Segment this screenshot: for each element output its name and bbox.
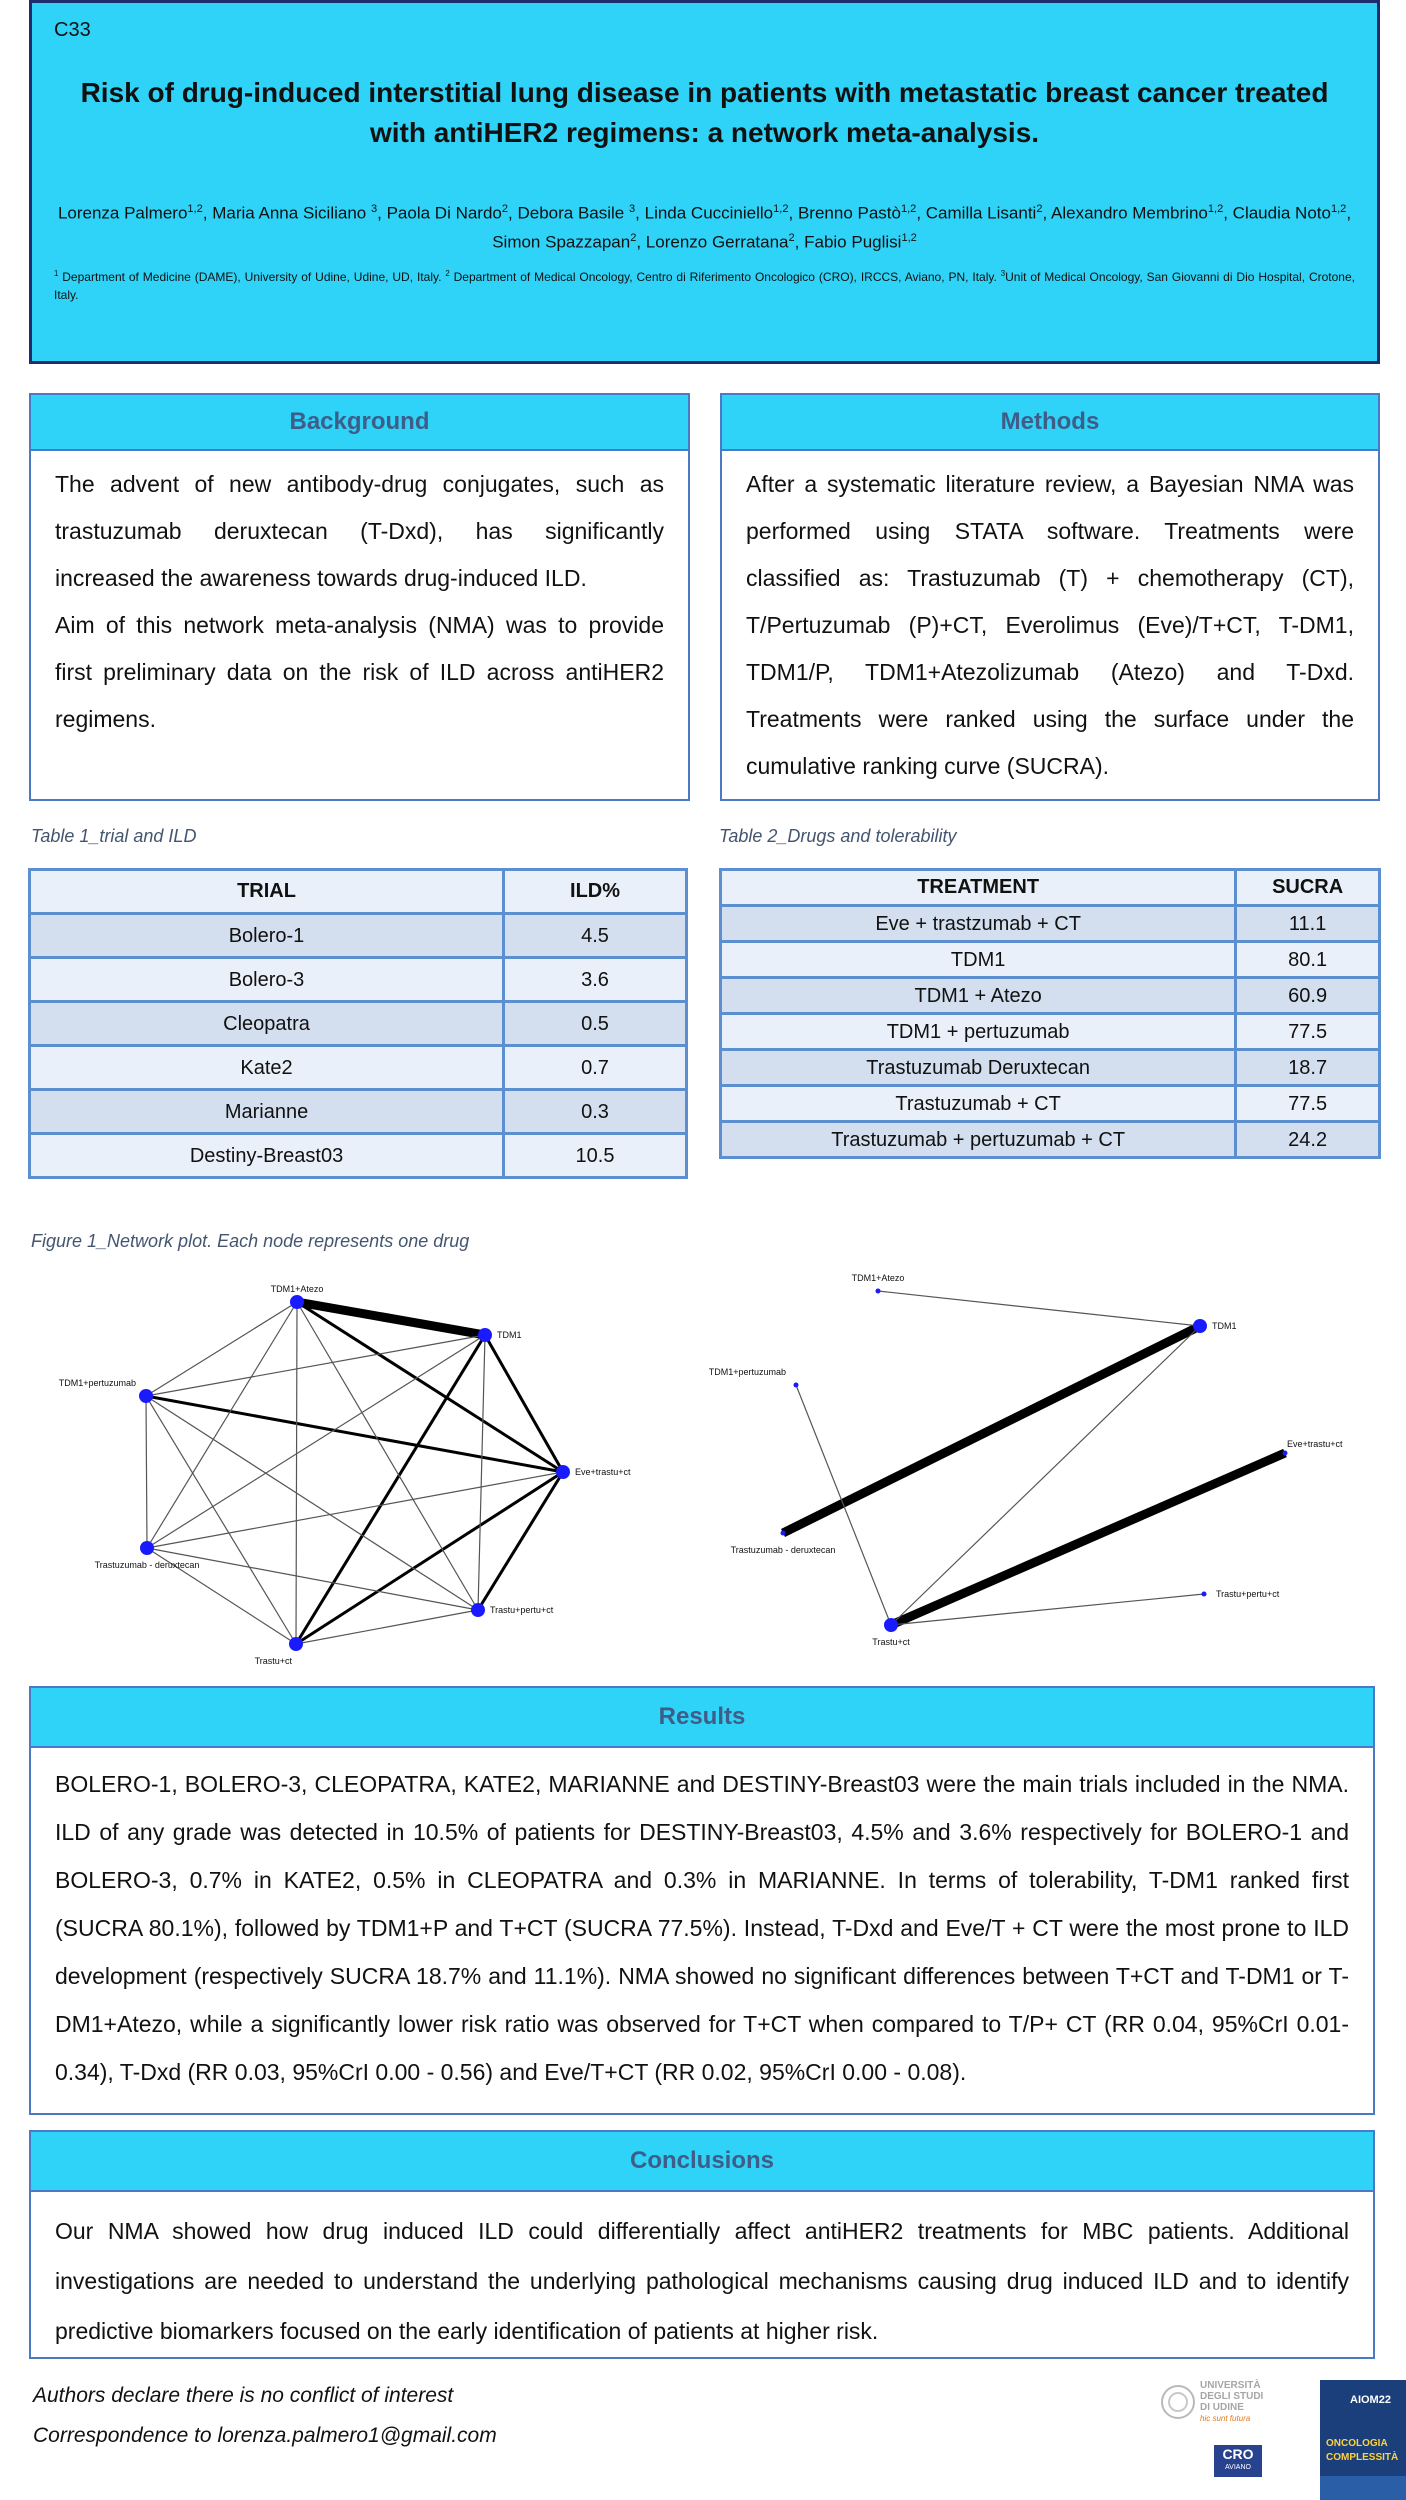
network-node [884, 1618, 898, 1632]
network-node-label: Eve+trastu+ct [1287, 1439, 1343, 1449]
conclusions-paragraph: Our NMA showed how drug induced ILD could differentially affect antiHER2 treatments for MBC patients. Additional investigations are needed to understand the underlying pathological mechanisms causing drug induced ILD and to identify predictive biomarkers focused on the early identification of patients at higher risk. [55, 2218, 1349, 2344]
table-cell: Trastuzumab + CT [721, 1086, 1236, 1122]
udine-seal-icon [1160, 2384, 1196, 2420]
table-row [30, 1090, 687, 1134]
author-affil-sup: 2 [788, 231, 795, 244]
conclusions-section [29, 2130, 1375, 2359]
table-cell: TDM1 + pertuzumab [721, 1014, 1236, 1050]
network-node [289, 1637, 303, 1651]
network-node [290, 1295, 304, 1309]
affiliations [54, 265, 1355, 304]
results-section [29, 1686, 1375, 2115]
table-cell: Destiny-Breast03 [30, 1134, 504, 1178]
table-header: SUCRA [1236, 870, 1380, 906]
conflict-statement: Authors declare there is no conflict of interest [33, 2384, 454, 2407]
network-node-label: TDM1 [1212, 1321, 1237, 1331]
author-affil-sup: 1,2 [901, 231, 917, 244]
table-row [30, 1046, 687, 1090]
network-edge [878, 1291, 1200, 1326]
table-cell: Trastuzumab + pertuzumab + CT [721, 1122, 1236, 1158]
network-edge [296, 1472, 563, 1644]
affiliation-number: 2 [445, 269, 450, 278]
author-name: Maria Anna Siciliano [212, 203, 371, 223]
background-heading: Background [31, 395, 688, 451]
network-edge [796, 1385, 891, 1625]
table-row [30, 914, 687, 958]
table-header: ILD% [504, 870, 687, 914]
author-affil-sup: 3 [370, 203, 378, 215]
table-cell: 0.5 [504, 1002, 687, 1046]
table-row [721, 1086, 1380, 1122]
author-list: Lorenza Palmero$^{1,2}$, Maria Anna Siciliano $^3$, Paola Di Nardo$^2$, Debora Basile $^3$, Linda Cucciniello$^{1,2}$, Brenno Pastò$^{1,2}$, Camilla Lisanti$^2$, Alexandro Membrino$^{1,2}$, Claudia Noto$^{1,2}$, Simon Spazzapan$^2$, Lorenzo Gerratana$^2$, Fabio Puglisi$^{1,2}$ [57, 203, 1352, 252]
table-cell: 10.5 [504, 1134, 687, 1178]
network-edge [147, 1335, 485, 1548]
table-header: TRIAL [30, 870, 504, 914]
author-name: Claudia Noto [1232, 203, 1331, 223]
affiliation-text: Department of Medicine (DAME), University of Udine, Udine, UD, Italy. [58, 270, 442, 284]
author-affil-sup: 2 [1036, 203, 1043, 215]
network-node-label: Trastu+pertu+ct [490, 1605, 554, 1615]
table-row [721, 1050, 1380, 1086]
author-affil-sup: 1,2 [187, 203, 203, 215]
table-row [30, 1002, 687, 1046]
table-cell: 3.6 [504, 958, 687, 1002]
author-affil-sup: 1,2 [773, 203, 789, 215]
table-cell: 18.7 [1236, 1050, 1380, 1086]
network-node [794, 1383, 799, 1388]
methods-section [720, 393, 1380, 801]
network-edge [891, 1453, 1285, 1625]
poster-title: Risk of drug-induced interstitial lung disease in patients with metastatic breast cancer treated with antiHER2 regimens: a network meta-analysis. [80, 77, 1329, 148]
author-affil-sup: 1,2 [1207, 203, 1224, 215]
network-edge [296, 1335, 485, 1644]
table-row [721, 942, 1380, 978]
network-node-label: TDM1+Atezo [270, 1284, 324, 1294]
network-node [139, 1389, 153, 1403]
author-name: Paola Di Nardo [386, 203, 502, 223]
network-node-label: Trastu+ct [254, 1656, 292, 1666]
table-cell: Bolero-1 [30, 914, 504, 958]
table-cell: Bolero-3 [30, 958, 504, 1002]
network-edge [891, 1326, 1200, 1625]
network-node-label: Trastuzumab - deruxtecan [730, 1545, 836, 1555]
table-cell: TDM1 [721, 942, 1236, 978]
network-edge [146, 1396, 296, 1644]
network-node [556, 1465, 570, 1479]
table-cell: Cleopatra [30, 1002, 504, 1046]
author-name: Camilla Lisanti [925, 203, 1037, 223]
network-node-label: TDM1+Atezo [851, 1273, 905, 1283]
table-cell: Kate2 [30, 1046, 504, 1090]
table-row [721, 978, 1380, 1014]
author-affil-sup: 1,2 [1330, 203, 1347, 215]
network-node-label: Eve+trastu+ct [575, 1467, 631, 1477]
table-cell: 77.5 [1236, 1014, 1380, 1050]
table-header: TREATMENT [721, 870, 1236, 906]
author-affil-sup: 2 [501, 203, 509, 215]
table-cell: 11.1 [1236, 906, 1380, 942]
author-name: Lorenzo Gerratana [645, 232, 789, 252]
network-edge [146, 1396, 563, 1472]
udine-logo: UNIVERSITÀ DEGLI STUDI DI UDINE hic sunt futura [1160, 2380, 1280, 2436]
network-edge [783, 1326, 1200, 1533]
table-row [30, 958, 687, 1002]
network-edge [485, 1335, 563, 1472]
table2-caption: Table 2_Drugs and tolerability [719, 826, 957, 846]
network-node-label: Trastu+ct [872, 1637, 910, 1647]
author-name: Lorenza Palmero [57, 203, 188, 223]
network-plot-right [708, 1260, 1370, 1680]
affiliation-text: Department of Medical Oncology, Centro di Riferimento Oncologico (CRO), IRCCS, Aviano, PN, Italy. [449, 270, 997, 284]
poster-code: C33 [54, 19, 91, 41]
methods-paragraph: After a systematic literature review, a Bayesian NMA was performed using STATA software. Treatments were classified as: Trastuzumab (T) + chemotherapy (CT), T/Pertuzumab (P)+CT, Everolimus (Eve)/T+CT, T-DM1, TDM1/P, TDM1+Atezolizumab (Atezo) and T-Dxd. Treatments were ranked using the surface under the cumulative ranking curve (SUCRA). [746, 471, 1354, 779]
affiliation-number: 1 [54, 269, 59, 278]
table1 [28, 868, 688, 1179]
network-edge [147, 1302, 297, 1548]
author-name: Fabio Puglisi [804, 232, 902, 252]
poster-header [29, 0, 1380, 364]
author-affil-sup: 1,2 [900, 203, 917, 215]
network-edge [297, 1302, 478, 1610]
results-paragraph: BOLERO-1, BOLERO-3, CLEOPATRA, KATE2, MARIANNE and DESTINY-Breast03 were the main trials included in the NMA. ILD of any grade was detected in 10.5% of patients for DESTINY-Breast03, 4.5% and 3.6% respectively for BOLERO-1 and BOLERO-3, 0.7% in KATE2, 0.5% in CLEOPATRA and 0.3% in MARIANNE. In terms of tolerability, T-DM1 ranked first (SUCRA 80.1%), followed by TDM1+P and T+CT (SUCRA 77.5%). Instead, T-Dxd and Eve/T + CT were the most prone to ILD development (respectively SUCRA 18.7% and 11.1%). NMA showed no significant differences between T+CT and T-DM1 or T-DM1+Atezo, while a significantly lower risk ratio was observed for T+CT when compared to T/P+ CT (RR 0.04, 95%CrI 0.01-0.34), T-Dxd (RR 0.03, 95%CrI 0.00 - 0.56) and Eve/T+CT (RR 0.02, 95%CrI 0.00 - 0.08). [55, 1771, 1349, 2085]
author-name: Simon Spazzapan [492, 232, 631, 252]
table-cell: 24.2 [1236, 1122, 1380, 1158]
affiliation-number: 3 [1000, 269, 1006, 278]
author-affil-sup: 3 [629, 203, 636, 215]
network-edge [478, 1472, 563, 1610]
author-affil-sup: 2 [630, 231, 637, 244]
network-node [1202, 1592, 1207, 1597]
background-paragraph: Aim of this network meta-analysis (NMA) was to provide first preliminary data on the risk of ILD across antiHER2 regimens. [55, 612, 664, 732]
background-paragraph: The advent of new antibody-drug conjugates, such as trastuzumab deruxtecan (T-Dxd), has significantly increased the awareness towards drug-induced ILD. [55, 471, 664, 591]
table-row [721, 906, 1380, 942]
table-cell: Trastuzumab Deruxtecan [721, 1050, 1236, 1086]
table-cell: 60.9 [1236, 978, 1380, 1014]
network-node [140, 1541, 154, 1555]
methods-heading: Methods [722, 395, 1378, 451]
network-node-label: TDM1+pertuzumab [58, 1378, 136, 1388]
table2 [719, 868, 1381, 1159]
aiom-logo: AIOM22 ONCOLOGIA COMPLESSITÀ [1320, 2380, 1406, 2500]
network-node-label: TDM1 [497, 1330, 522, 1340]
author-name: Linda Cucciniello [644, 203, 774, 223]
network-node [1193, 1319, 1207, 1333]
network-edge [891, 1594, 1204, 1625]
network-edge [478, 1335, 485, 1610]
network-node [478, 1328, 492, 1342]
network-edge [146, 1396, 147, 1548]
network-node-label: Trastu+pertu+ct [1216, 1589, 1280, 1599]
results-heading: Results [31, 1688, 1373, 1748]
table1-caption: Table 1_trial and ILD [31, 826, 197, 846]
table-cell: 0.7 [504, 1046, 687, 1090]
network-edge [296, 1302, 297, 1644]
cro-logo: CRO AVIANO [1214, 2445, 1262, 2477]
table-cell: TDM1 + Atezo [721, 978, 1236, 1014]
network-node-label: TDM1+pertuzumab [708, 1367, 786, 1377]
table-cell: Marianne [30, 1090, 504, 1134]
background-section [29, 393, 690, 801]
correspondence: Correspondence to lorenza.palmero1@gmail.com [33, 2424, 497, 2447]
author-name: Brenno Pastò [797, 203, 901, 223]
table-cell: 0.3 [504, 1090, 687, 1134]
network-node-label: Trastuzumab - deruxtecan [94, 1560, 200, 1570]
table-row [721, 1014, 1380, 1050]
table-row [30, 1134, 687, 1178]
conclusions-heading: Conclusions [31, 2132, 1373, 2192]
table-cell: 77.5 [1236, 1086, 1380, 1122]
author-name: Alexandro Membrino [1051, 203, 1208, 223]
network-node [876, 1289, 881, 1294]
network-node [1283, 1451, 1288, 1456]
table-cell: 80.1 [1236, 942, 1380, 978]
table-row [721, 1122, 1380, 1158]
network-plot-left [40, 1260, 660, 1680]
table-cell: Eve + trastzumab + CT [721, 906, 1236, 942]
table-cell: 4.5 [504, 914, 687, 958]
network-node [781, 1531, 786, 1536]
author-name: Debora Basile [517, 203, 629, 223]
network-edge [146, 1335, 485, 1396]
network-node [471, 1603, 485, 1617]
network-edge [147, 1472, 563, 1548]
figure1-caption: Figure 1_Network plot. Each node represents one drug [31, 1231, 470, 1251]
affiliation-text: Unit of Medical Oncology, San Giovanni di Dio Hospital, Crotone, Italy. [54, 270, 1355, 302]
